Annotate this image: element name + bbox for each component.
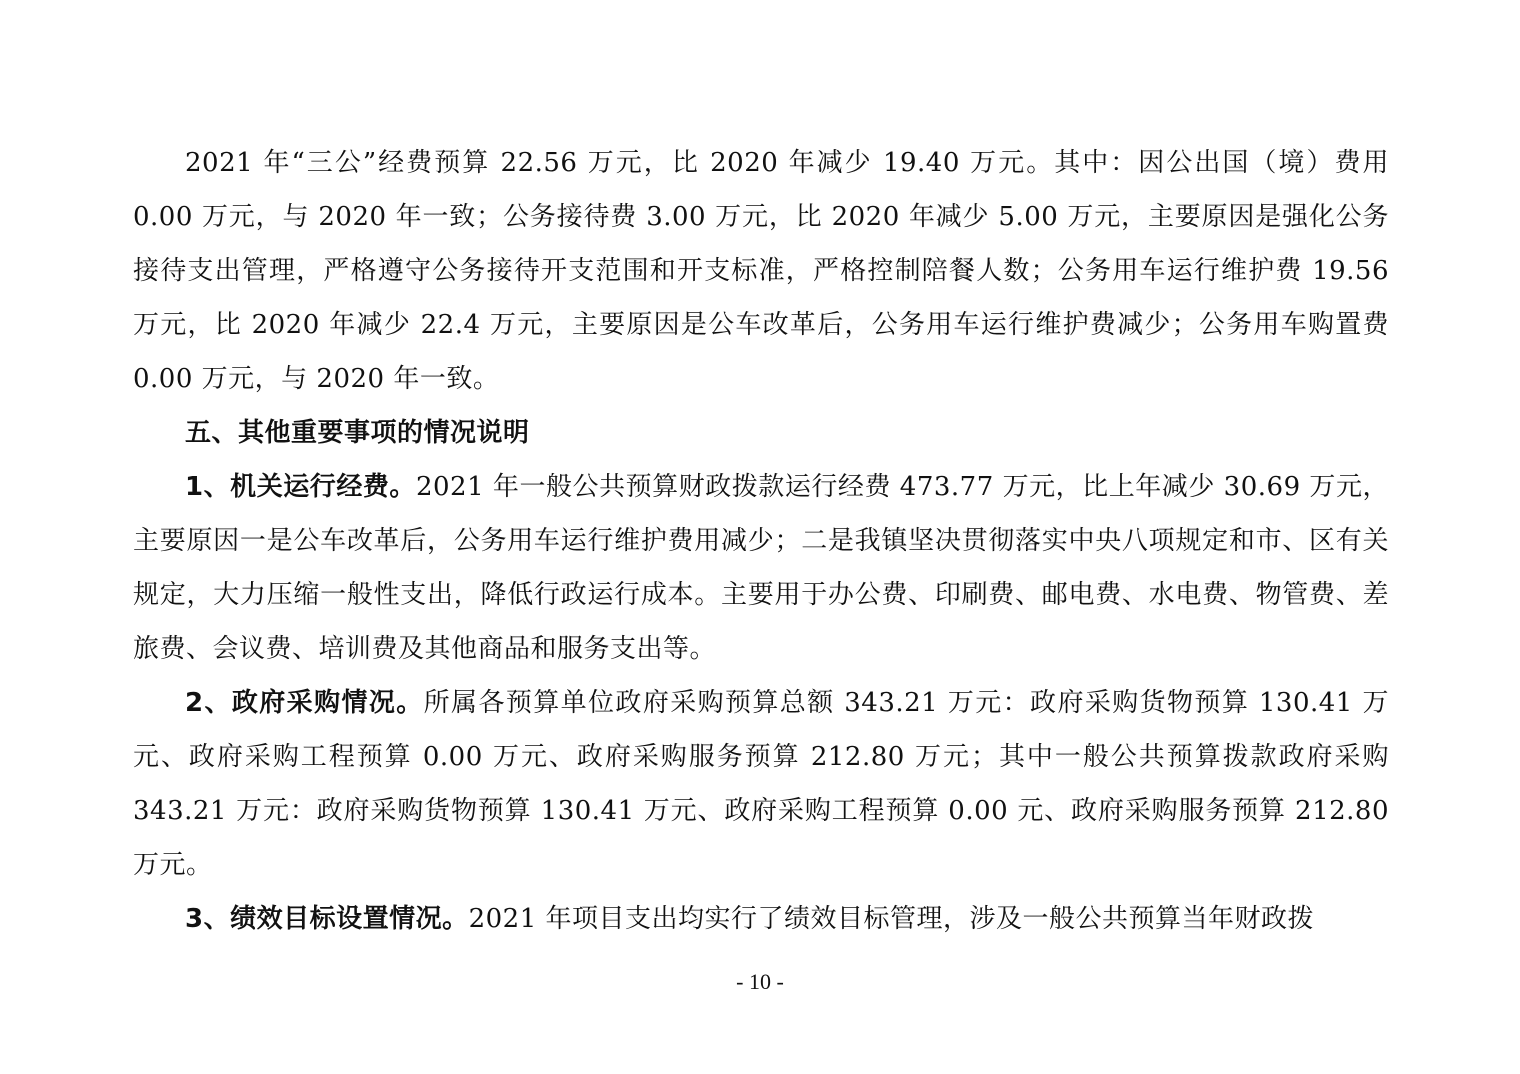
item-2-text: 所属各预算单位政府采购预算总额 343.21 万元：政府采购货物预算 130.41 万元、政府采购工程预算 0.00 万元、政府采购服务预算 212.80 万元；其中一般公共预算拨款政府采购 343.21 万元：政府采购货物预算 130.41 万元、政府采购工程预算 0.00 元、政府采购服务预算 212.80 万元。 [133,688,1390,880]
item-3-text: 2021 年项目支出均实行了绩效目标管理，涉及一般公共预算当年财政拨 [468,904,1315,934]
paragraph-item-1 [133,460,1389,676]
item-3-lead: 3、绩效目标设置情况。 [185,904,469,934]
item-2-lead: 2、政府采购情况。 [185,688,424,718]
paragraph-item-2 [133,676,1389,892]
section-heading: 五、其他重要事项的情况说明 [185,418,530,448]
item-1-text: 2021 年一般公共预算财政拨款运行经费 473.77 万元，比上年减少 30.69 万元，主要原因一是公车改革后，公务用车运行维护费用减少；二是我镇坚决贯彻落实中央八项规定和市、区有关规定，大力压缩一般性支出，降低行政运行成本。主要用于办公费、印刷费、邮电费、水电费、物管费、差旅费、会议费、培训费及其他商品和服务支出等。 [133,472,1389,664]
page-number: - 10 - [736,969,784,994]
paragraph-item-3 [133,892,1389,946]
paragraph-sangong-budget: 2021 年“三公”经费预算 22.56 万元，比 2020 年减少 19.40 万元。其中：因公出国（境）费用 0.00 万元，与 2020 年一致；公务接待费 3.00 万元，比 2020 年减少 5.00 万元，主要原因是强化公务接待支出管理，严格遵守公务接待开支范围和开支标准，严格控制陪餐人数；公务用车运行维护费 19.56 万元，比 2020 年减少 22.4 万元，主要原因是公车改革后，公务用车运行维护费减少；公务用车购置费 0.00 万元，与 2020 年一致。 [133,148,1389,394]
document-body [133,136,1389,946]
item-1-lead: 1、机关运行经费。 [185,472,416,502]
